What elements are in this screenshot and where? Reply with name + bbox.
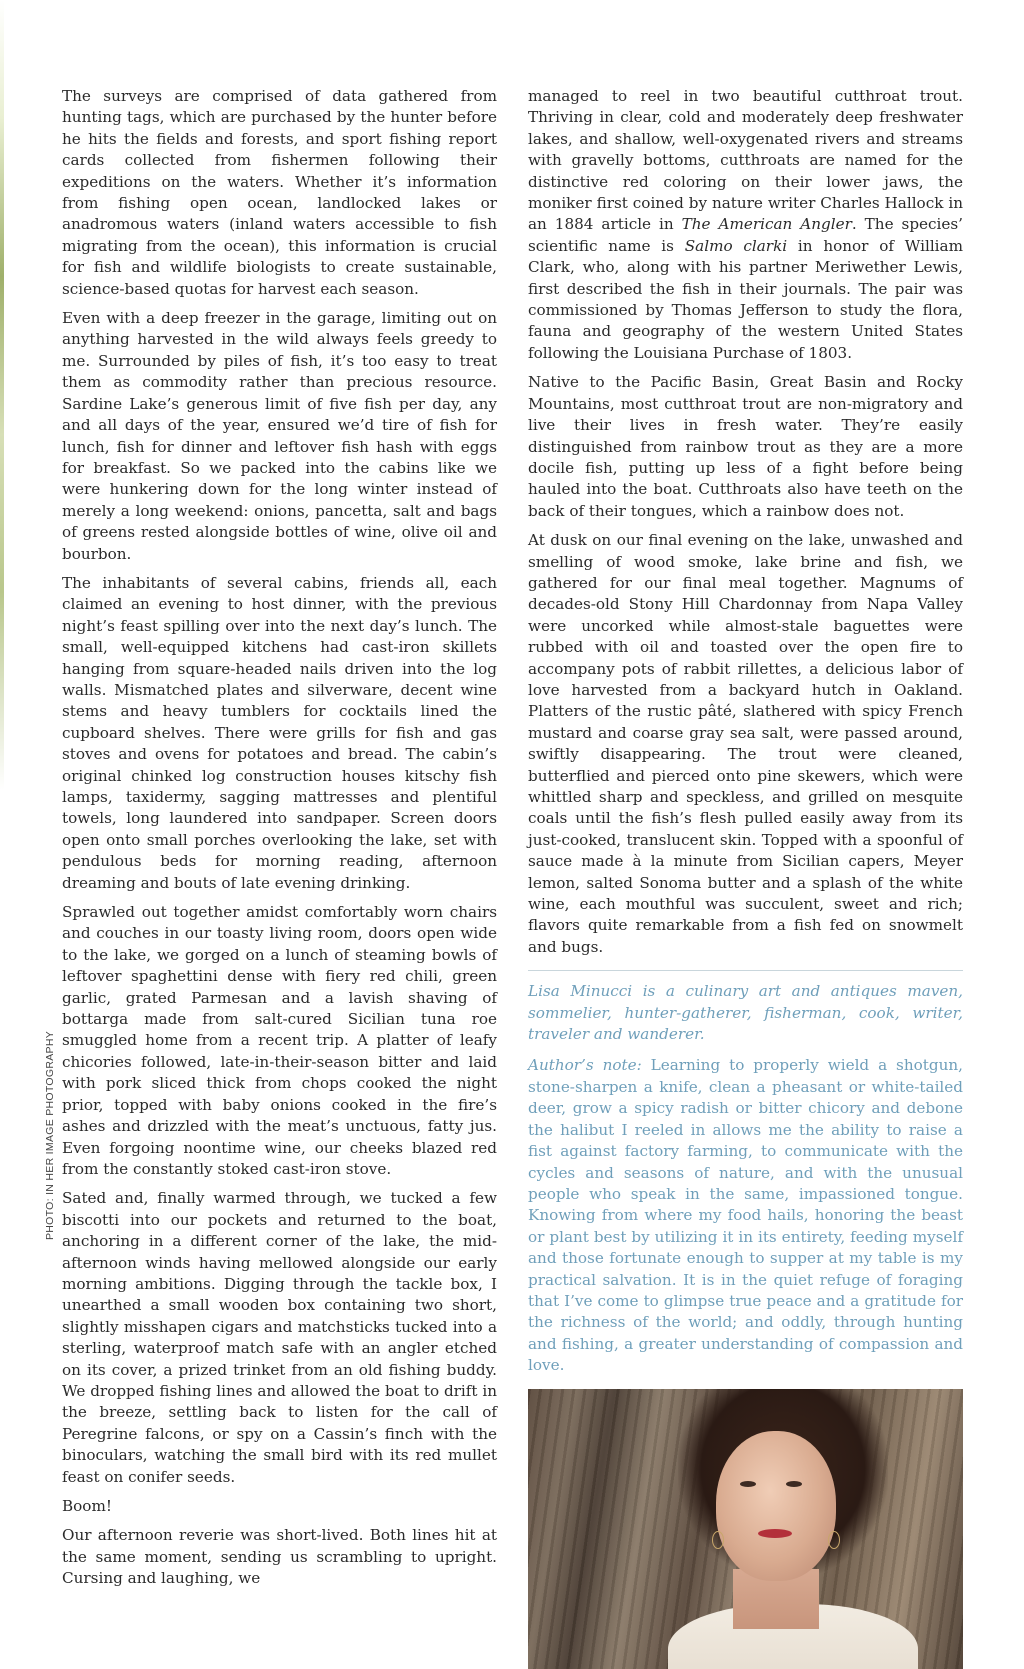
- publication-title: The American Angler: [681, 215, 852, 234]
- author-note-text: Learning to properly wield a shotgun, stone-sharpen a knife, clean a pheasant or white-tailed deer, grow a spicy radish or bitter chicory and debone the halibut I reeled in allows me the ability to raise a fist against factory farming, to communicate with the cycles and seasons of nature, and with the unusual people who speak in the same, impassioned tongue. Knowing from where my food hails, honoring the beast or plant best by utilizing it in its entirety, feeding myself and those fortunate enough to supper at my table is my practical salvation. It is in the quiet refuge of foraging that I’ve come to glimpse true peace and a gratitude for the richness of the world; and oddly, through hunting and fishing, a greater understanding of compassion and love.: [528, 1056, 963, 1375]
- body-paragraph: Native to the Pacific Basin, Great Basin and Rocky Mountains, most cutthroat trout are non-migratory and live their lives in fresh water. They’re easily distinguished from rainbow trout as they are a more docile fish, putting up less of a fight before being hauled into the boat. Cutthroats also have teeth on the back of their tongues, which a rainbow does not.: [528, 373, 963, 520]
- earring-icon: [828, 1531, 840, 1549]
- portrait-eye: [786, 1481, 802, 1487]
- photo-credit: PHOTO: IN HER IMAGE PHOTOGRAPHY: [44, 1030, 56, 1240]
- text-run: . The species’ scientific name is: [528, 215, 963, 255]
- portrait-lips: [758, 1529, 792, 1538]
- body-paragraph: The surveys are comprised of data gathered from hunting tags, which are purchased by the hunter before he hits the fields and forests, and sport fishing report cards collected from fishermen following their expeditions on the waters. Whether it’s information from fishing open ocean, landlocked lakes or anadromous waters (inland waters accessible to fish migrating from the ocean), this information is crucial for fish and wildlife biologists to create sustainable, science-based quotas for harvest each season.: [62, 87, 497, 298]
- body-paragraph: Even with a deep freezer in the garage, limiting out on anything harvested in the wild always feels greedy to me. Surrounded by piles of fish, it’s too easy to treat them as commodity rather than precious resource. Sardine Lake’s generous limit of five fish per day, any and all days of the year, ensured we’d tire of fish for lunch, fish for dinner and leftover fish hash with eggs for breakfast. So we packed into the cabins like we were hunkering down for the long winter instead of merely a long weekend: onions, pancetta, salt and bags of greens rested alongside bottles of wine, olive oil and bourbon.: [62, 309, 497, 563]
- text-run: managed to reel in two beautiful cutthroat trout. Thriving in clear, cold and moderately deep freshwater lakes, and shallow, well-oxygenated rivers and streams with gravelly bottoms, cutthroats are named for the distinctive red coloring on their lower jaws, the moniker first coined by nature writer Charles Hallock in an 1884 article in: [528, 87, 963, 234]
- portrait-face: [716, 1431, 836, 1581]
- earring-icon: [712, 1531, 724, 1549]
- portrait-eye: [740, 1481, 756, 1487]
- body-paragraph: [528, 86, 963, 364]
- body-paragraph: Our afternoon reverie was short-lived. Both lines hit at the same moment, sending us scrambling to upright. Cursing and laughing, we: [62, 1526, 497, 1588]
- body-paragraph: The inhabitants of several cabins, friends all, each claimed an evening to host dinner, with the previous night’s feast spilling over into the next day’s lunch. The small, well-equipped kitchens had cast-iron skillets hanging from square-headed nails driven into the log walls. Mismatched plates and silverware, decent wine stems and heavy tumblers for cocktails lined the cupboard shelves. There were grills for fish and gas stoves and ovens for potatoes and bread. The cabin’s original chinked log construction houses kitschy fish lamps, taxidermy, sagging mattresses and plentiful towels, long laundered into sandpaper. Screen doors open onto small porches overlooking the lake, set with pendulous beds for morning reading, afternoon dreaming and bouts of late evening drinking.: [62, 573, 497, 892]
- author-note: [528, 1055, 963, 1376]
- species-name: Salmo clarki: [684, 236, 788, 255]
- body-paragraph: Boom!: [62, 1497, 112, 1515]
- right-column: [528, 86, 963, 1669]
- divider: [528, 970, 963, 971]
- author-bio: Lisa Minucci is a culinary art and antiques maven, sommelier, hunter-gatherer, fisherman, cook, writer, traveler and wanderer.: [528, 982, 963, 1044]
- page-edge-decoration: [0, 0, 4, 790]
- left-column: [62, 86, 497, 1598]
- author-note-label: Author’s note:: [528, 1056, 642, 1075]
- text-run: in honor of William Clark, who, along with his partner Meriwether Lewis, first described the fish in their journals. The pair was commissioned by Thomas Jefferson to study the flora, fauna and geography of the western United States following the Louisiana Purchase of 1803.: [528, 236, 963, 362]
- body-paragraph: Sprawled out together amidst comfortably worn chairs and couches in our toasty living room, doors open wide to the lake, we gorged on a lunch of steaming bowls of leftover spaghettini dense with fiery red chili, green garlic, grated Parmesan and a lavish shaving of bottarga made from salt-cured Sicilian tuna roe smuggled home from a recent trip. A platter of leafy chicories followed, late-in-their-season bitter and laid with pork sliced thick from chops cooked the night prior, topped with baby onions cooked in the fire’s ashes and drizzled with the meat’s unctuous, fatty jus. Even forgoing noontime wine, our cheeks blazed red from the constantly stoked cast-iron stove.: [62, 903, 497, 1178]
- body-paragraph: Sated and, finally warmed through, we tucked a few biscotti into our pockets and returned to the boat, anchoring in a different corner of the lake, the mid-afternoon winds having mellowed alongside our early morning ambitions. Digging through the tackle box, I unearthed a small wooden box containing two short, slightly misshapen cigars and matchsticks tucked into a sterling, waterproof match safe with an angler etched on its cover, a prized trinket from an old fishing buddy. We dropped fishing lines and allowed the boat to drift in the breeze, settling back to listen for the call of Peregrine falcons, or spy on a Cassin’s finch with the binoculars, watching the small bird with its red mullet feast on conifer seeds.: [62, 1189, 497, 1486]
- body-paragraph: At dusk on our final evening on the lake, unwashed and smelling of wood smoke, lake brine and fish, we gathered for our final meal together. Magnums of decades-old Stony Hill Chardonnay from Napa Valley were uncorked while almost-stale baguettes were rubbed with oil and toasted over the open fire to accompany pots of rabbit rillettes, a delicious labor of love harvested from a backyard hutch in Oakland. Platters of the rustic pâté, slathered with spicy French mustard and coarse gray sea salt, were passed around, swiftly disappearing. The trout were cleaned, butterflied and pierced onto pine skewers, which were whittled sharp and speckless, and grilled on mesquite coals until the fish’s flesh pulled easily away from its just-cooked, translucent skin. Topped with a spoonful of sauce made à la minute from Sicilian capers, Meyer lemon, salted Sonoma butter and a splash of the white wine, each mouthful was succulent, sweet and rich; flavors quite remarkable from a fish fed on snowmelt and bugs.: [528, 531, 963, 956]
- author-portrait-photo: [528, 1389, 963, 1669]
